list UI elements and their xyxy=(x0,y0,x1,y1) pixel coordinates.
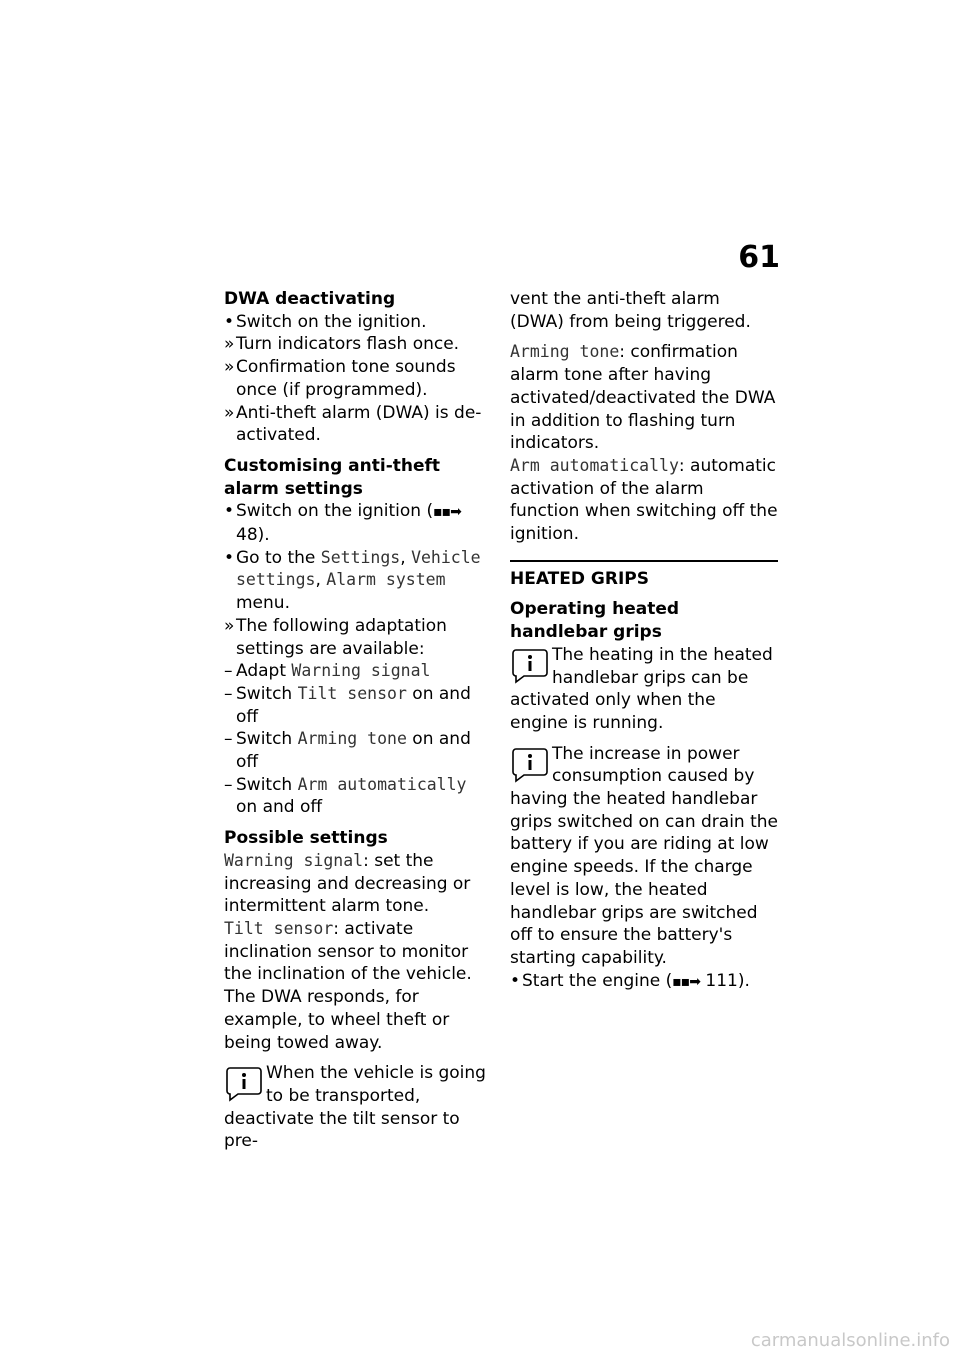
info-icon xyxy=(224,1062,264,1106)
list-item: » Confirmation tone sounds once (if programmed). xyxy=(224,357,456,400)
arming-tone-description: Arming tone: confirmation alarm tone after having activated/deactivated the DWA in addition to flashing turn indicators. xyxy=(510,342,776,454)
bullet-mark: • xyxy=(224,311,235,332)
info-icon xyxy=(510,644,550,688)
result-mark: » xyxy=(224,357,235,378)
transport-note: When the vehicle is going to be transported, deactivate the tilt sensor to pre- xyxy=(224,1063,486,1152)
list-item: » Anti-theft alarm (DWA) is de-activated. xyxy=(224,402,482,446)
list-item: • Switch on the ignition (▪▪➡ 48). xyxy=(224,501,461,546)
list-item: » Turn indicators flash once. xyxy=(224,334,460,355)
arrow-right-icon: ▪▪➡ xyxy=(672,973,700,990)
list-item: • Switch on the ignition. xyxy=(224,311,427,332)
operating-heated-grips-heading: Operating heated handlebar grips xyxy=(510,599,680,643)
option-item: – Switch Arm automatically on and off xyxy=(224,774,467,818)
warning-signal-description: Warning signal: set the increasing and decreasing or intermittent alarm tone. xyxy=(224,850,471,917)
list-item: • Start the engine (▪▪➡ 111). xyxy=(510,970,750,991)
engine-running-note: The heating in the heated handlebar grips can be activated only when the engine is running. xyxy=(510,644,773,733)
menu-vehicle-settings: Vehicle settings xyxy=(236,547,481,590)
menu-alarm-system: Alarm system xyxy=(326,570,446,590)
info-icon xyxy=(510,743,550,787)
arrow-right-icon: ▪▪➡ xyxy=(433,504,461,521)
watermark[interactable]: carmanualsonline.info xyxy=(750,1330,950,1351)
section-divider xyxy=(510,560,778,591)
left-column xyxy=(224,288,490,1153)
page-reference[interactable]: 48 xyxy=(236,525,258,546)
page-reference[interactable]: 111 xyxy=(705,970,738,991)
page-number: 61 xyxy=(738,240,780,275)
result-mark: » xyxy=(224,402,235,423)
option-item: – Switch Tilt sensor on and off xyxy=(224,683,471,727)
customising-heading: Customising anti-theft alarm settings xyxy=(224,455,441,499)
menu-settings: Settings xyxy=(320,547,401,567)
list-item: • Go to the Settings, Vehicle settings, Alarm system menu. xyxy=(224,547,481,614)
arm-automatically-description: Arm automatically: automatic activation of the alarm function when switching off the ignition. xyxy=(510,455,778,545)
right-column xyxy=(510,288,778,993)
battery-note: The increase in power consumption caused by having the heated handlebar grips switched on can drain the battery if you are riding at low engine speeds. If the charge level is low, the heated handlebar grips are switched off to ensure the battery's starting capability. xyxy=(510,743,778,968)
possible-settings-heading: Possible settings xyxy=(224,828,388,849)
option-item: – Switch Arming tone on and off xyxy=(224,729,471,773)
tilt-sensor-description: Tilt sensor: activate inclination sensor to monitor the inclination of the vehicle. The DWA responds, for example, to wheel theft or being towed away. xyxy=(224,918,472,1053)
list-item: » The following adaptation settings are available: xyxy=(224,615,447,659)
dwa-deactivating-heading: DWA deactivating xyxy=(224,289,396,309)
heated-grips-heading: HEATED GRIPS xyxy=(510,568,649,589)
transport-note-continued: vent the anti-theft alarm (DWA) from being triggered. xyxy=(510,289,751,332)
option-item: – Adapt Warning signal xyxy=(224,661,431,682)
result-mark: » xyxy=(224,334,235,355)
